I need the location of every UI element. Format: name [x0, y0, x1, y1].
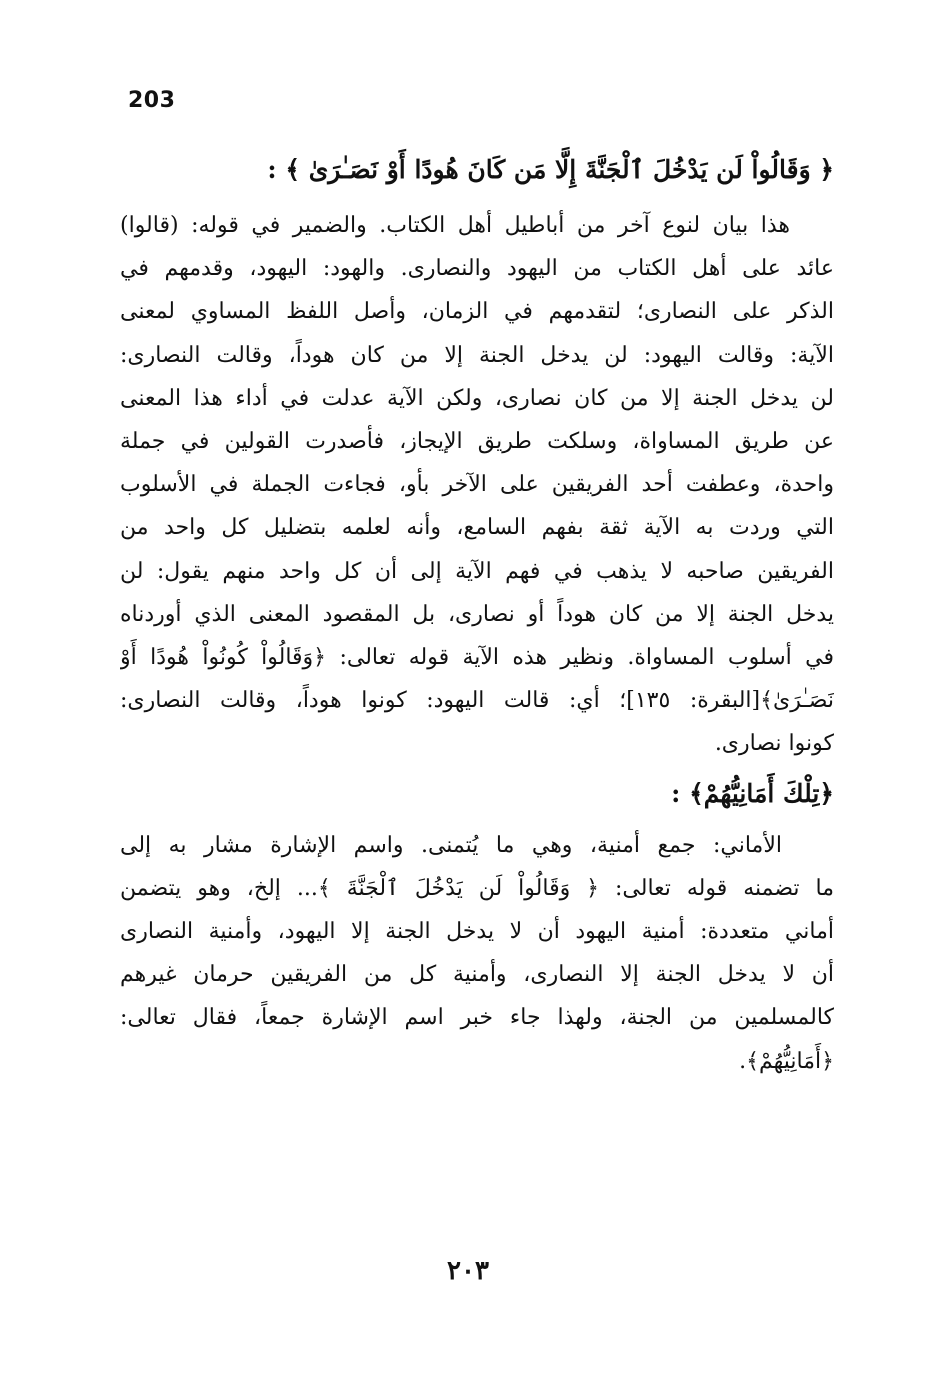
page-number-latin: 203: [128, 88, 176, 113]
paragraph-1-line: الذكر على النصارى؛ لتقدمهم في الزمان، وأصل اللفظ المساوي لمعنى: [120, 299, 834, 325]
paragraph-1-line: هذا بيان لنوع آخر من أباطيل أهل الكتاب. والضمير في قوله: (قالوا): [120, 213, 790, 238]
verse-heading-2: ﴿تِلْكَ أَمَانِيُّهُمْ﴾ :: [671, 778, 834, 808]
paragraph-1-line: يدخل الجنة إلا من كان هوداً أو نصارى، بل المقصود المعنى الذي أوردناه: [120, 601, 834, 627]
paragraph-1-line: عائد على أهل الكتاب من اليهود والنصارى. والهود: اليهود، وقدمهم في: [120, 256, 834, 282]
paragraph-2-line: ما تضمنه قوله تعالى: ﴿ وَقَالُواْ لَن يَدْخُلَ ٱلْجَنَّةَ ﴾... إلخ، وهو يتضمن: [120, 875, 834, 901]
paragraph-2-line: أن لا يدخل الجنة إلا النصارى، وأمنية كل من الفريقين حرمان غيرهم: [120, 962, 834, 988]
paragraph-1-line: الآية: وقالت اليهود: لن يدخل الجنة إلا من كان هوداً، وقالت النصارى:: [120, 342, 834, 368]
paragraph-1-line: التي وردت به الآية ثقة بفهم السامع، وأنه لعلمه بتضليل كل واحد من: [120, 515, 834, 541]
paragraph-2-line: الأماني: جمع أمنية، وهي ما يُتمنى. واسم الإشارة مشار به إلى: [120, 832, 782, 858]
paragraph-1-line: كونوا نصارى.: [714, 731, 834, 757]
paragraph-1: [120, 204, 834, 766]
paragraph-1-line: في أسلوب المساواة. ونظير هذه الآية قوله تعالى: ﴿وَقَالُواْ كُونُواْ هُودًا أَوْ: [120, 645, 834, 671]
paragraph-1-line: الفريقين صاحبه لا يذهب في فهم الآية إلى أن كل واحد منهم يقول: لن: [120, 558, 834, 584]
paragraph-1-line: نَصَـٰرَىٰ﴾[البقرة: ١٣٥]؛ أي: قالت اليهود: كونوا هوداً، وقالت النصارى:: [120, 688, 834, 714]
paragraph-2: [120, 824, 834, 1083]
paragraph-2-line: كالمسلمين من الجنة، ولهذا جاء خبر اسم الإشارة جمعاً، فقال تعالى:: [120, 1005, 834, 1031]
verse-heading-1: ﴿ وَقَالُواْ لَن يَدْخُلَ ٱلْجَنَّةَ إِلَّا مَن كَانَ هُودًا أَوْ نَصَـٰرَىٰ ﴾ :: [267, 155, 834, 184]
page-content: [120, 148, 834, 1083]
paragraph-2-line: أماني متعددة: أمنية اليهود أن لا يدخل الجنة إلا اليهود، وأمنية النصارى: [120, 919, 834, 945]
page-number-arabic: ٢٠٣: [447, 1256, 489, 1286]
paragraph-1-line: لن يدخل الجنة إلا من كان نصارى، ولكن الآية عدلت في أداء هذا المعنى: [120, 385, 834, 411]
paragraph-1-line: عن طريق المساواة، وسلكت طريق الإيجاز، فأصدرت القولين في جملة: [120, 429, 834, 455]
paragraph-2-line: ﴿أَمَانِيُّهُمْ﴾.: [739, 1048, 834, 1074]
paragraph-1-line: واحدة، وعطفت أحد الفريقين على الآخر بأو، فجاءت الجملة في الأسلوب: [120, 472, 834, 498]
